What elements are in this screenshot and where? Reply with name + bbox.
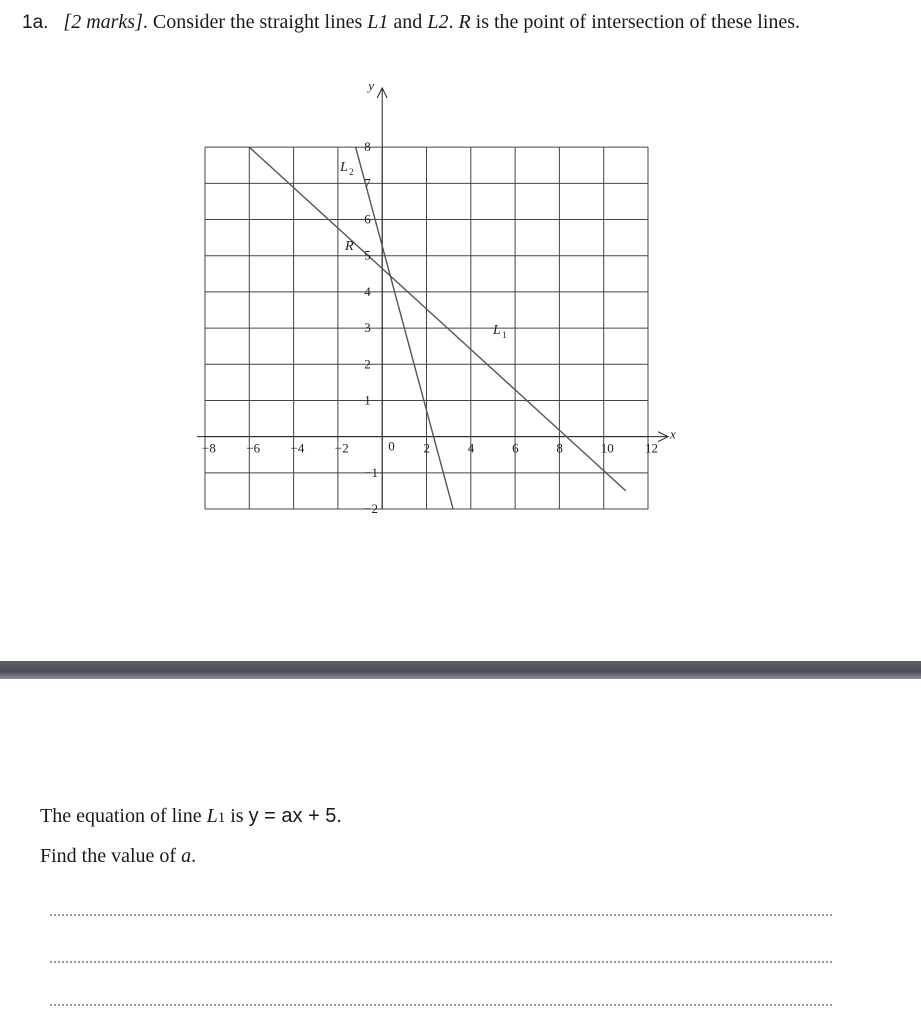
question-text-3: is the point of intersection of these lines. — [470, 11, 801, 33]
l2-label-subscript: 2 — [349, 167, 354, 178]
question-text-1: . Consider the straight lines — [142, 11, 368, 33]
question-text-2: . — [448, 11, 459, 33]
x-tick-label: 4 — [467, 440, 475, 456]
intersection-label-r: R — [344, 238, 354, 254]
coordinate-graph — [190, 78, 690, 518]
line-l1-ref: L — [206, 805, 218, 827]
y-tick-label: 1 — [364, 392, 371, 408]
y-tick-label: 7 — [364, 175, 371, 191]
x-axis-label: x — [670, 426, 676, 442]
origin-label: 0 — [388, 438, 395, 454]
x-tick-label: −4 — [290, 440, 305, 456]
answer-line-1[interactable] — [50, 914, 832, 916]
line-l2-name: L2 — [427, 11, 449, 33]
l2-label: L — [340, 160, 348, 176]
y-tick-label: 6 — [364, 211, 371, 227]
y-tick-label: 4 — [364, 283, 371, 299]
y-tick-label: −1 — [364, 464, 379, 480]
answer-line-3[interactable] — [50, 1004, 832, 1006]
x-tick-label: 8 — [556, 440, 563, 456]
point-r-name: R — [458, 11, 471, 33]
y-tick-label: 8 — [364, 139, 371, 155]
x-tick-label: 6 — [512, 440, 519, 456]
l1-label-subscript: 1 — [501, 330, 507, 341]
graph-labels — [202, 78, 676, 516]
question-header — [22, 10, 902, 35]
answer-line-2[interactable] — [50, 961, 832, 963]
y-tick-label: 3 — [364, 320, 371, 336]
x-tick-label: 10 — [600, 440, 614, 456]
graph-axes — [197, 88, 668, 509]
question-and: and — [388, 11, 428, 33]
question-marks: [2 marks] — [63, 11, 143, 33]
y-tick-label: −2 — [364, 501, 379, 516]
y-axis-label: y — [368, 78, 374, 93]
line-l1 — [249, 147, 626, 491]
section-divider — [0, 661, 921, 679]
x-tick-label: 12 — [645, 440, 658, 456]
y-tick-label: 2 — [364, 356, 371, 372]
x-tick-label: −8 — [202, 440, 216, 456]
l1-label: L — [492, 323, 501, 339]
line-l1-name: L1 — [367, 11, 389, 33]
find-statement: Find the value of a. — [40, 845, 197, 867]
y-tick-label: 5 — [364, 247, 371, 263]
equation-statement: The equation of line L1 is y = ax + 5. — [40, 805, 342, 827]
x-tick-label: −2 — [334, 440, 349, 456]
find-variable: a — [181, 845, 192, 867]
x-tick-label: 2 — [423, 440, 430, 456]
question-number: 1a. — [22, 12, 49, 33]
equation-formula: y = ax + 5. — [248, 805, 342, 827]
x-tick-label: −6 — [246, 440, 261, 456]
